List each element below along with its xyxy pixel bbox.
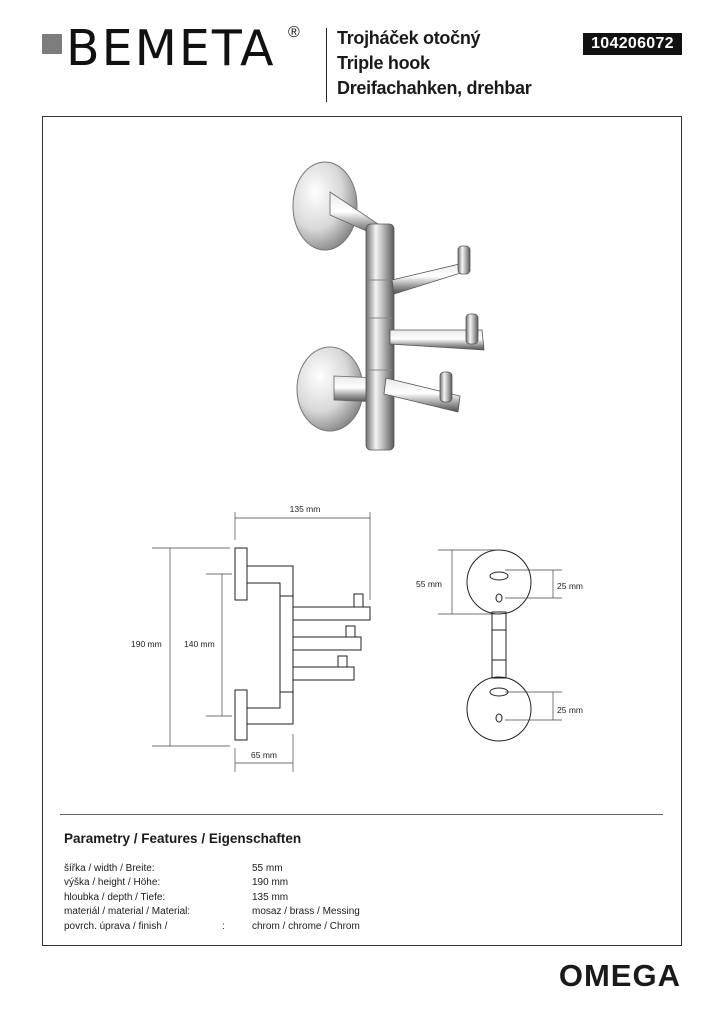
logo-wordmark: BEMETA: [66, 20, 276, 77]
features-separator: [60, 814, 663, 815]
dim-hook-span-label: 140 mm: [184, 639, 215, 649]
title-cz: Trojháček otočný: [337, 28, 481, 48]
dim-hole-upper-label: 25 mm: [557, 581, 583, 591]
dim-height-label: 190 mm: [131, 639, 162, 649]
product-photo: [293, 162, 484, 450]
dim-depth-label: 135 mm: [289, 504, 321, 514]
registered-mark: ®: [288, 24, 300, 41]
feature-label: hloubka / depth / Tiefe:: [64, 891, 166, 903]
feature-value: chrom / chrome / Chrom: [252, 920, 360, 932]
feature-label: šířka / width / Breite:: [64, 863, 155, 874]
side-view-drawing: [235, 548, 370, 740]
feature-row: [64, 862, 384, 876]
dim-base-depth-label: 65 mm: [251, 750, 277, 760]
feature-label: výška / height / Höhe:: [64, 877, 161, 889]
series-name: OMEGA: [558, 958, 681, 993]
title-de: Dreifachahken, drehbar: [337, 78, 532, 98]
front-view-dimensions: [438, 550, 562, 720]
feature-row: [64, 876, 384, 890]
title-en: Triple hook: [337, 53, 430, 73]
dim-hole-lower-label: 25 mm: [557, 705, 583, 715]
features-title: Parametry / Features / Eigenschaften: [64, 831, 302, 846]
dim-rosette-label: 55 mm: [416, 579, 442, 589]
feature-value: 135 mm: [252, 891, 289, 903]
feature-value: mosaz / brass / Messing: [252, 906, 360, 918]
feature-label: povrch. úprava / finish /: [64, 920, 168, 932]
feature-row: [64, 920, 384, 934]
product-code-badge: 104206072: [583, 33, 682, 55]
feature-label: materiál / material / Material:: [64, 906, 191, 918]
front-view-drawing: [467, 550, 531, 741]
features-table: [64, 862, 384, 934]
feature-row: [64, 905, 384, 919]
feature-value: 190 mm: [252, 877, 289, 889]
feature-colon: :: [222, 920, 225, 932]
feature-value: 55 mm: [252, 863, 283, 874]
feature-row: [64, 891, 384, 905]
